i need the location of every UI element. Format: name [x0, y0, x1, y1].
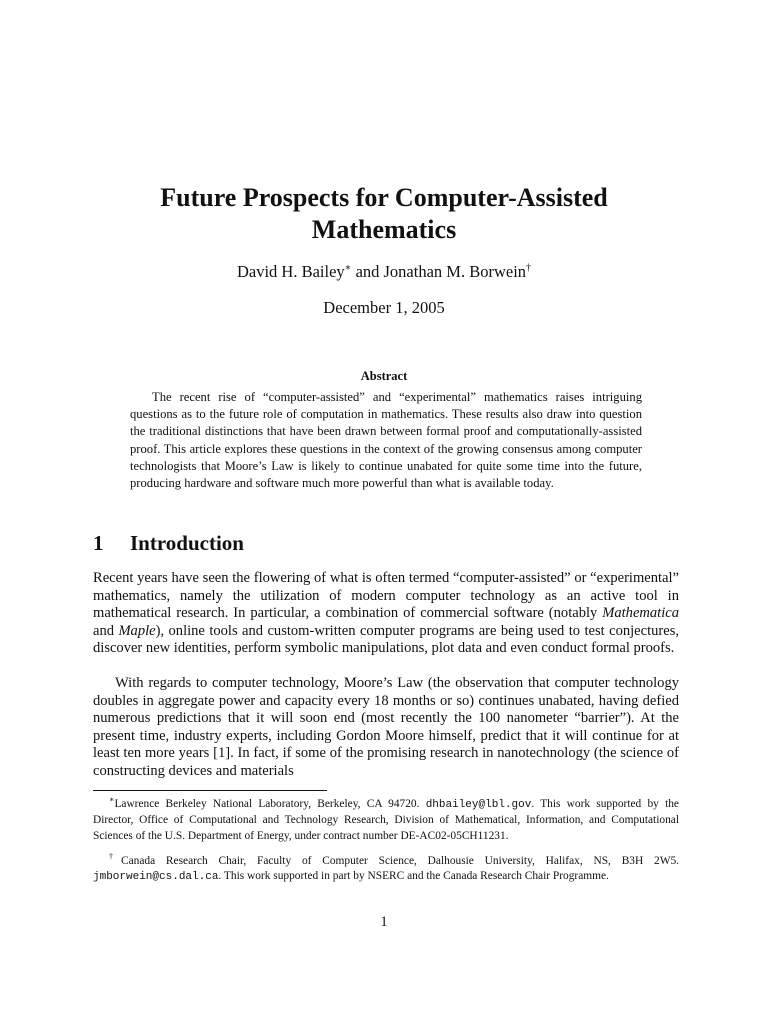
paragraph-1-text-a: Recent years have seen the flowering of what is often termed “computer-assisted” or “experimental” mathematics, namely the utilization of modern computer technology as an active tool in mathematical research. In particular, a combination of commercial software (notably [93, 570, 679, 621]
footnote-borwein [93, 849, 679, 886]
footnote-1-mark: ∗ [109, 795, 115, 804]
footnote-mark-1: ∗ [344, 262, 352, 274]
author-line [60, 262, 708, 282]
footnote-1-text-a: Lawrence Berkeley National Laboratory, Berkeley, CA 94720. [114, 797, 426, 810]
mathematica-italic: Mathematica [602, 605, 679, 621]
abstract-heading: Abstract [360, 369, 408, 383]
footnote-rule [93, 790, 327, 791]
title-line-1: Future Prospects for Computer-Assisted [160, 183, 608, 212]
section-heading-introduction [93, 531, 244, 556]
footnote-mark-2: † [526, 262, 532, 274]
paragraph-1-text-c: ), online tools and custom-written computer programs are being used to test conjectures, discover new identities, perform symbolic manipulations, plot data and even conduct formal proofs. [93, 622, 679, 656]
footnote-2-mark: † [109, 852, 121, 861]
borwein-email: jmborwein@cs.dal.ca [93, 871, 219, 884]
author-connector: and [351, 262, 384, 281]
footnote-2-text-a: Canada Research Chair, Faculty of Computer Science, Dalhousie University, Halifax, NS, B3H 2W5. [120, 854, 680, 867]
footnote-2-text-b: . This work supported in part by NSERC and the Canada Research Chair Programme. [218, 870, 609, 883]
footnote-1-text-b: . This work supported by the Director, Office of Computational and Technology Research, Division of Mathematical, Information, and Computational Sciences of the U.S. Department of Energy, under contract number DE-AC02-05CH11231. [93, 797, 679, 842]
section-number: 1 [93, 531, 104, 555]
maple-italic: Maple [118, 622, 156, 639]
abstract-text: The recent rise of “computer-assisted” and “experimental” mathematics raises intriguing questions as to the future role of computation in mathematics. These results also draw into question the traditional distinctions that have been drawn between formal proof and computationally-assisted proof. This article explores these questions in the context of the growing consensus among computer technologists that Moore’s Law is likely to continue unabated for quite some time into the future, producing hardware and software much more powerful than what is available today. [130, 390, 642, 491]
title-line-2: Mathematics [311, 215, 457, 244]
intro-paragraph-1 [93, 570, 679, 658]
author-bailey: David H. Bailey [236, 262, 345, 281]
paper-title [60, 182, 708, 246]
intro-paragraph-2: With regards to computer technology, Moore’s Law (the observation that computer technology doubles in aggregate power and capacity every 18 months or so) continues unabated, having defied numerous predictions that it will soon end (most recently the 100 nanometer “barrier”). At the present time, industry experts, including Gordon Moore himself, predict that it will continue for at least ten more years [1]. In fact, if some of the promising research in nanotechnology (the science of constructing devices and materials [93, 675, 679, 779]
section-title: Introduction [130, 531, 244, 555]
paper-date: December 1, 2005 [323, 298, 445, 317]
bailey-email: dhbailey@lbl.gov [425, 798, 532, 811]
author-borwein: Jonathan M. Borwein [383, 262, 527, 281]
paragraph-1-text-b: and [93, 622, 119, 639]
footnote-bailey [93, 792, 679, 845]
page-number: 1 [380, 914, 388, 930]
